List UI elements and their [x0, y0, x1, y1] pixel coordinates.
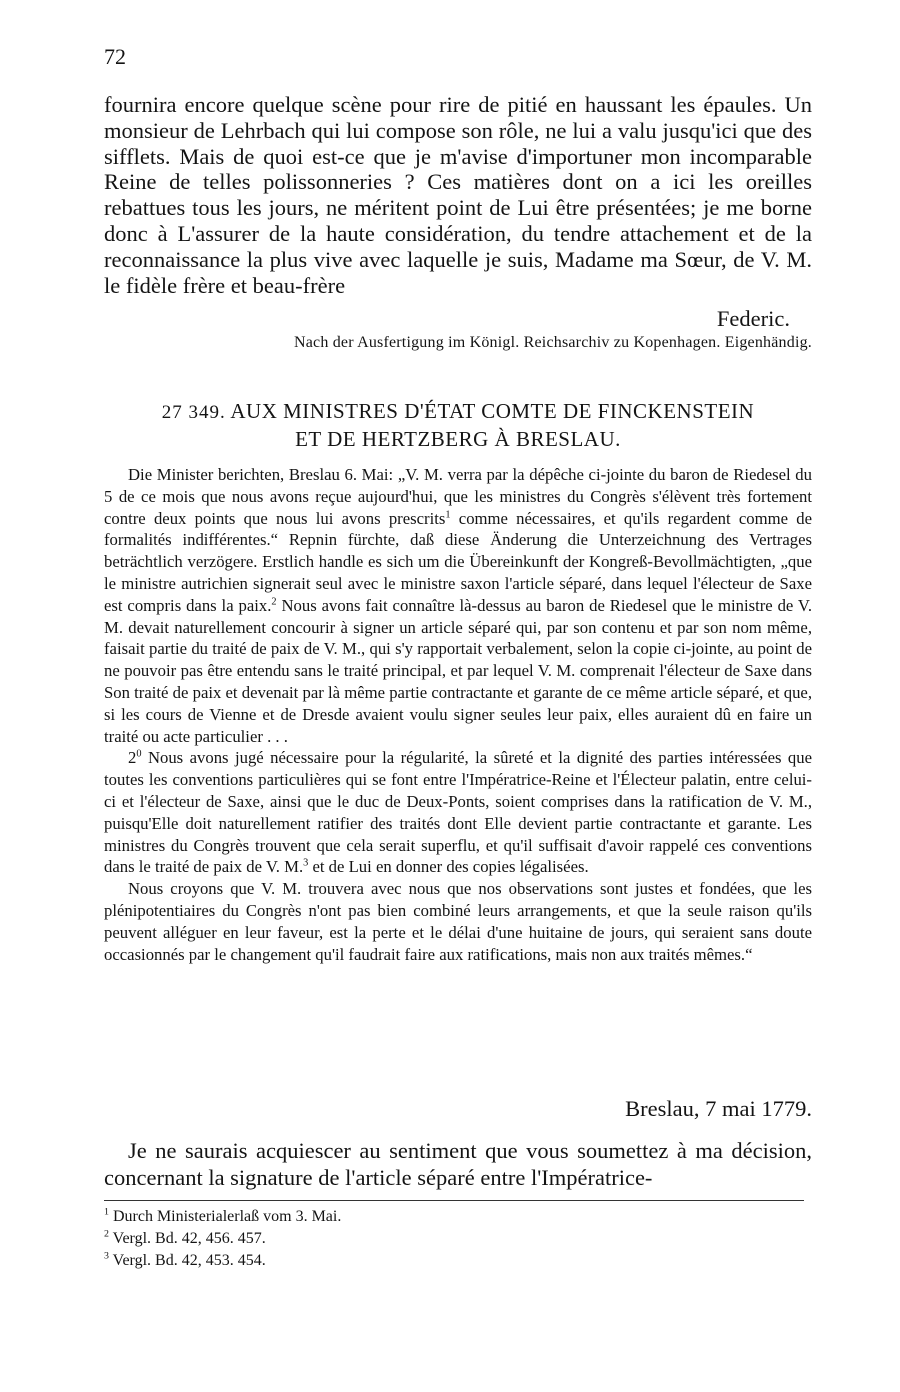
- footnote-2-number: 2: [104, 1228, 109, 1240]
- footnote-rule: [104, 1200, 804, 1201]
- source-note: Nach der Ausfertigung im Königl. Reichsarchiv zu Kopenhagen. Eigenhändig.: [293, 334, 812, 351]
- footnote-3-number: 3: [104, 1250, 109, 1262]
- footnote-ref-2: 2: [271, 596, 277, 608]
- document-number: 27 349.: [161, 402, 226, 423]
- paragraph-1-part-c: Nous avons fait connaître là-dessus au baron de Riedesel que le ministre de V. M. devait naturellement concourir à signer un article séparé qui, par son contenu et par son nom même, faisait partie du traité de paix de V. M., qui s'y rapportait verbalement, selon la copie ci-jointe, au point de ne pouvoir pas être entendu sans le traité principal, et par lequel V. M. comprenait l'électeur de Saxe dans Son traité de paix et devenait par là même partie contractante et garante de ce même article séparé, et que, si les cours de Vienne et de Dresde avaient voulu signer seules leur paix, elles auraient dû en faire un traité ou acte particulier . . .: [104, 595, 812, 746]
- footnote-1-number: 1: [104, 1206, 109, 1218]
- footnote-3-text: Vergl. Bd. 42, 453. 454.: [112, 1252, 266, 1269]
- footnotes: [104, 1206, 341, 1272]
- heading-line-1: [104, 398, 812, 426]
- paragraph-2: [104, 747, 812, 878]
- footnote-1: [104, 1206, 341, 1228]
- page-number: 72: [104, 44, 126, 69]
- footnote-2: [104, 1228, 341, 1250]
- title-line-1: AUX MINISTRES D'ÉTAT COMTE DE FINCKENSTEIN: [230, 399, 755, 423]
- paragraph-2-part-b: et de Lui en donner des copies légalisées.: [308, 857, 589, 877]
- paragraph-1: [104, 464, 812, 747]
- signature: Federic.: [716, 306, 790, 331]
- document-body: [104, 464, 812, 965]
- paragraph-1-part-a: Die Minister berichten, Breslau 6. Mai: „V. M. verra par la dépêche ci-jointe du baron de Riedesel du 5 de ce mois que nous avons reçue aujourd'hui, que les ministres du Congrès s'élèvent très fortement contre deux points que nous lui avons prescrits: [104, 465, 812, 528]
- dateline: Breslau, 7 mai 1779.: [625, 1096, 812, 1121]
- footnote-3: [104, 1250, 341, 1272]
- paragraph-2-degree: 0: [136, 748, 142, 760]
- footnote-1-text: Durch Ministerialerlaß vom 3. Mai.: [112, 1208, 342, 1225]
- footnote-2-text: Vergl. Bd. 42, 456. 457.: [112, 1230, 266, 1247]
- reply-text: Je ne saurais acquiescer au sentiment que vous soumettez à ma décision, concernant la signature de l'article séparé entre l'Impératrice-: [104, 1138, 812, 1190]
- footnote-ref-1: 1: [445, 509, 451, 521]
- paragraph-2-part-a: Nous avons jugé nécessaire pour la régularité, la sûreté et la dignité des parties intéressées que toutes les conventions particulières qui se font entre l'Impératrice-Reine et l'Électeur palatin, entre celui-ci et l'électeur de Saxe, ainsi que le duc de Deux-Ponts, soient comprises dans la ratification de V. M., puisqu'Elle doit naturellement ratifier des traités dont Elle devient partie contractante et garante. Les ministres du Congrès trouvent que cela serait superflu, et qu'il suffisait d'avoir rappelé ces conventions dans le traité de paix de V. M.: [104, 748, 812, 877]
- title-line-2: ET DE HERTZBERG À BRESLAU.: [295, 427, 621, 451]
- document-heading: [104, 398, 812, 453]
- paragraph-1-part-b: comme nécessaires, et qu'ils regardent comme de formalités indifférentes.“ Repnin fürchte, daß diese Änderung die Unterzeichnung des Vertrages beträchtlich verzögere. Erstlich handle es sich um die Übereinkunft der Kongreß-Bevollmächtigten, „que le ministre autrichien signerait seul avec le ministre saxon l'article séparé, dans lequel l'électeur de Saxe est compris dans la paix.: [104, 508, 812, 615]
- paragraph-2-number: 2: [128, 748, 137, 768]
- letter-text: fournira encore quelque scène pour rire de pitié en haussant les épaules. Un monsieur de Lehrbach qui lui compose son rôle, ne lui a valu jusqu'ici que des sifflets. Mais de quoi est-ce que je m'avise d'importuner mon incomparable Reine de telles polissonneries ? Ces matières dont on a ici les oreilles rebattues tous les jours, ne méritent point de Lui être présentées; je me borne donc à L'assurer de la haute considération, du tendre attachement et de la reconnaissance la plus vive avec laquelle je suis, Madame ma Sœur, de V. M. le fidèle frère et beau-frère: [104, 92, 812, 298]
- footnote-ref-3: 3: [303, 857, 309, 869]
- paragraph-3: Nous croyons que V. M. trouvera avec nous que nos observations sont justes et fondées, que les plénipotentiaires du Congrès n'ont pas bien combiné leurs arrangements, et que la seule raison qu'ils peuvent alléguer en leur faveur, est la perte et le délai d'une huitaine de jours, qui seraient sans doute occasionnés par le changement qu'il faudrait faire aux ratifications, mais non aux traités mêmes.“: [104, 879, 812, 964]
